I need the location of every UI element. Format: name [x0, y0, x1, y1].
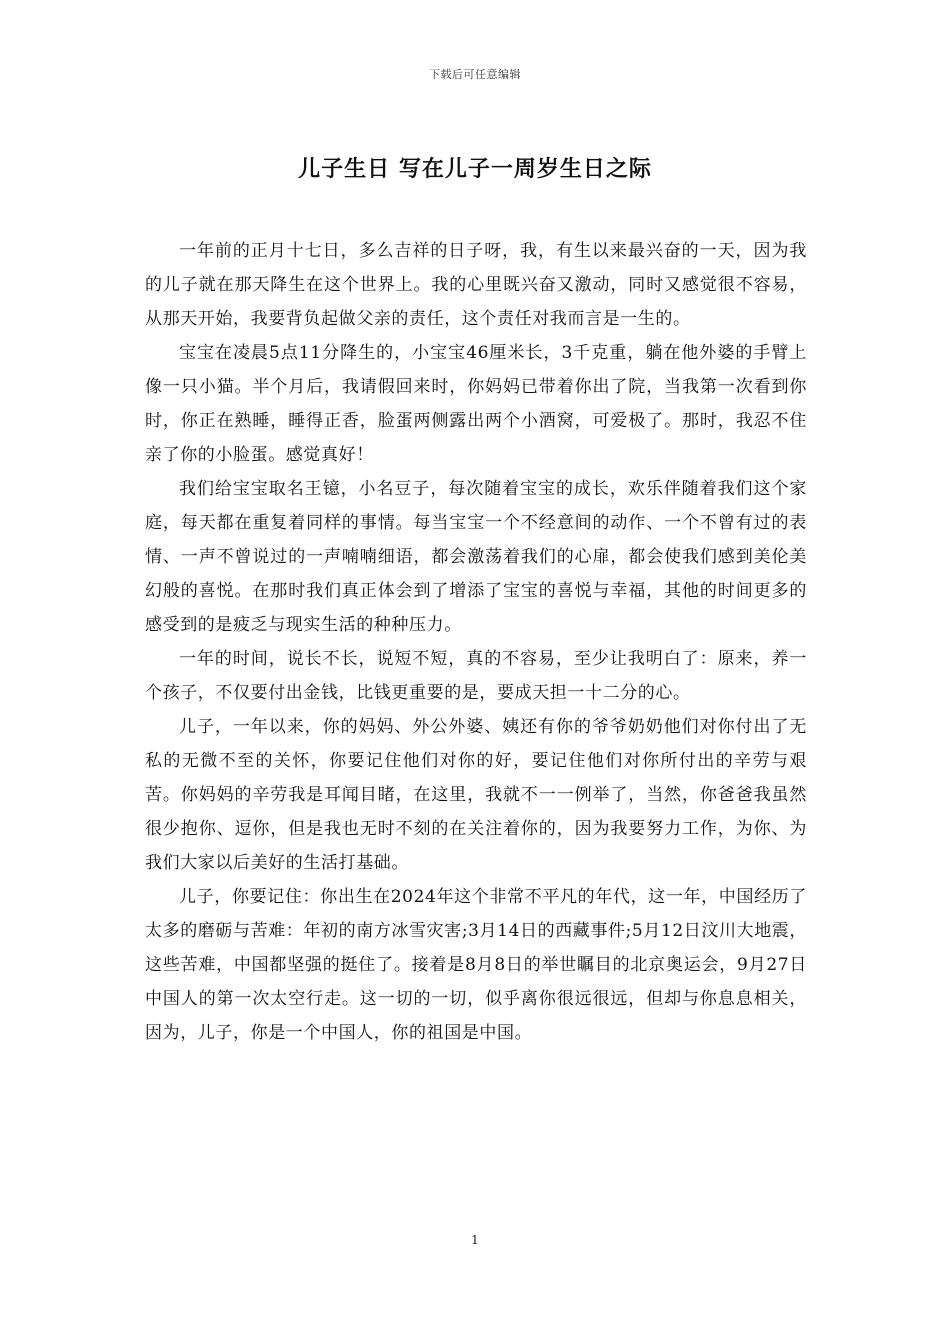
- document-body: [145, 234, 807, 1050]
- paragraph-3: 我们给宝宝取名王镱，小名豆子，每次随着宝宝的成长，欢乐伴随着我们这个家庭，每天都在重复着同样的事情。每当宝宝一个不经意间的动作、一个不曾有过的表情、一声不曾说过的一声喃喃细语，都会激荡着我们的心扉，都会使我们感到美伦美幻般的喜悦。在那时我们真正体会到了增添了宝宝的喜悦与幸福，其他的时间更多的感受到的是疲乏与现实生活的种种压力。: [145, 479, 807, 635]
- paragraph-1: 一年前的正月十七日，多么吉祥的日子呀，我，有生以来最兴奋的一天，因为我的儿子就在那天降生在这个世界上。我的心里既兴奋又激动，同时又感觉很不容易，从那天开始，我要背负起做父亲的责任，这个责任对我而言是一生的。: [145, 241, 807, 329]
- page-number: 1: [471, 1233, 479, 1247]
- paragraph-2: 宝宝在凌晨5点11分降生的，小宝宝46厘米长，3千克重，躺在他外婆的手臂上像一只小猫。半个月后，我请假回来时，你妈妈已带着你出了院，当我第一次看到你时，你正在熟睡，睡得正香，脸蛋两侧露出两个小酒窝，可爱极了。那时，我忍不住亲了你的小脸蛋。感觉真好！: [145, 343, 807, 465]
- paragraph-4: 一年的时间，说长不长，说短不短，真的不容易，至少让我明白了：原来，养一个孩子，不仅要付出金钱，比钱更重要的是，要成天担一十二分的心。: [145, 649, 807, 703]
- header-note: 下载后可任意编辑: [429, 68, 521, 81]
- paragraph-6: 儿子，你要记住：你出生在2024年这个非常不平凡的年代，这一年，中国经历了太多的磨砺与苦难：年初的南方冰雪灾害;3月14日的西藏事件;5月12日汶川大地震，这些苦难，中国都坚强的挺住了。接着是8月8日的举世瞩目的北京奥运会，9月27日中国人的第一次太空行走。这一切的一切，似乎离你很远很远，但却与你息息相关，因为，儿子，你是一个中国人，你的祖国是中国。: [145, 887, 807, 1043]
- paragraph-5: 儿子，一年以来，你的妈妈、外公外婆、姨还有你的爷爷奶奶他们对你付出了无私的无微不至的关怀，你要记住他们对你的好，要记住他们对你所付出的辛劳与艰苦。你妈妈的辛劳我是耳闻目睹，在这里，我就不一一例举了，当然，你爸爸我虽然很少抱你、逗你，但是我也无时不刻的在关注着你的，因为我要努力工作，为你、为我们大家以后美好的生活打基础。: [145, 717, 807, 873]
- document-title: 儿子生日 写在儿子一周岁生日之际: [298, 157, 652, 182]
